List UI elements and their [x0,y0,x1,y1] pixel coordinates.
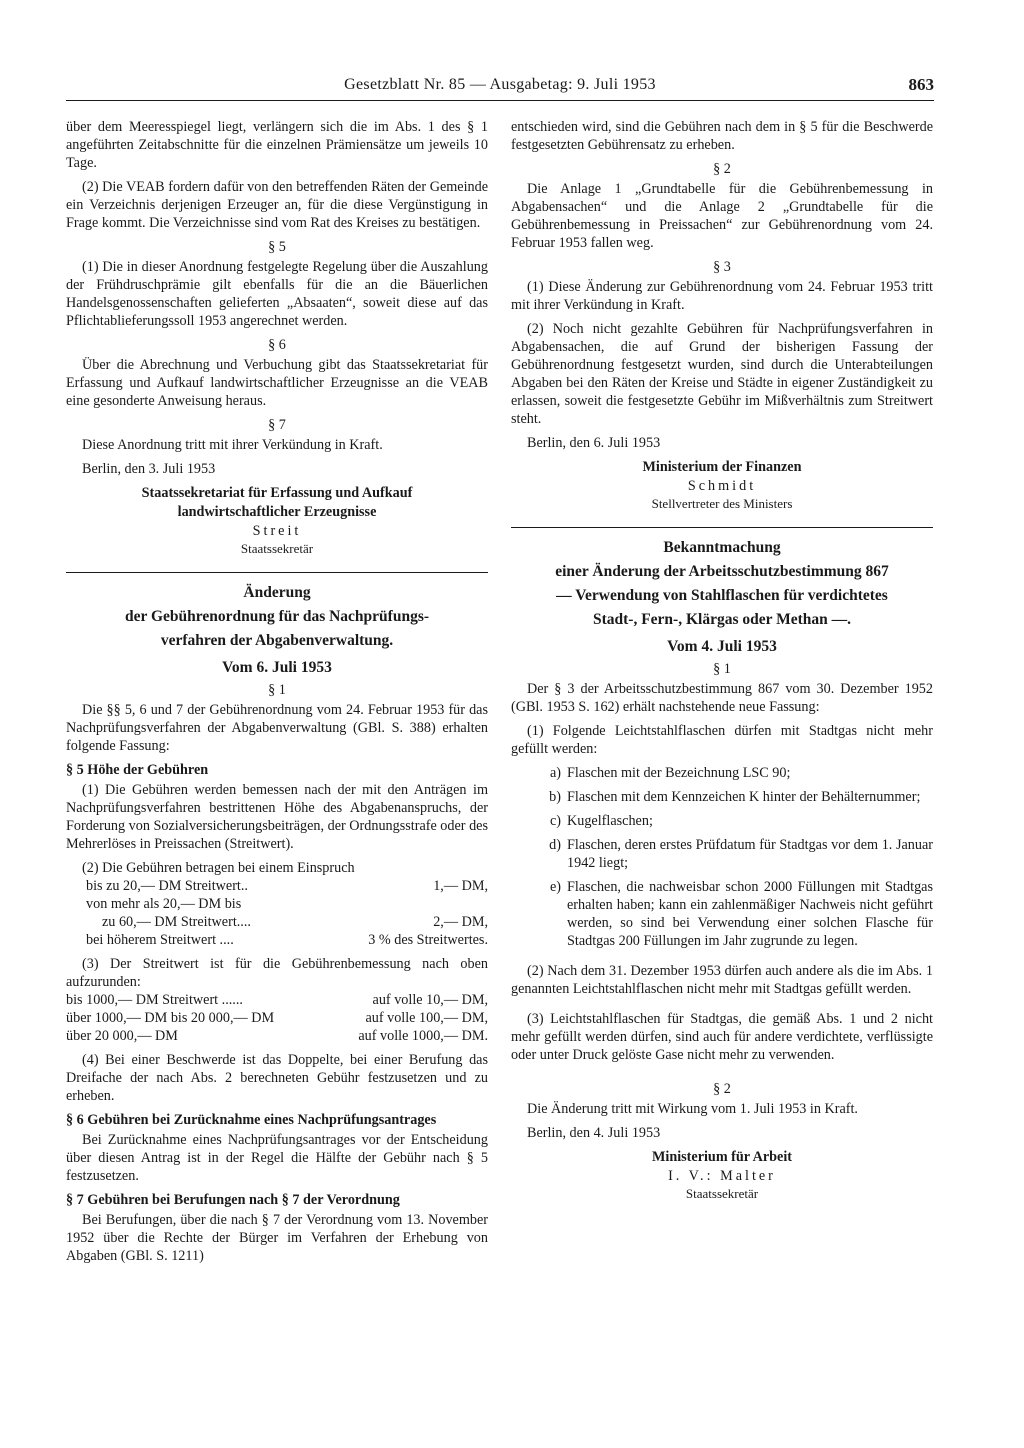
paragraph: entschieden wird, sind die Gebühren nach dem in § 5 für die Beschwerde festgesetzten Gebührensatz zu erheben. [511,119,933,153]
paragraph: über dem Meeresspiegel liegt, verlängern sich die im Abs. 1 des § 1 angeführten Zeitabschnitte für die einzelnen Prämiensätze um jeweils 10 Tage. [66,119,488,171]
list-text: Flaschen mit der Bezeichnung LSC 90; [567,765,791,781]
paragraph: (2) Die Gebühren betragen bei einem Einspruch [82,860,355,876]
left-column [66,118,488,1271]
fee-row [66,895,488,913]
fee-amount: 1,— DM, [433,878,488,894]
signatory: Schmidt [687,478,757,494]
issuing-authority: Ministerium für Arbeit [651,1149,793,1165]
act-title: Änderung [243,584,311,601]
divider [511,527,933,528]
paragraph: Die §§ 5, 6 und 7 der Gebührenordnung vom 24. Februar 1953 für das Nachprüfungsverfahren der Abgabenverwaltung (GBl. S. 388) erhalten folgende Fassung: [66,702,488,754]
paragraph: (2) Die VEAB fordern dafür von den betreffenden Räten der Gemeinde ein Verzeichnis derjenigen Erzeuger an, für die diese Vergünstigung in Frage kommt. Die Verzeichnisse sind vom Rat des Kreises zu bestätigen. [66,179,488,231]
rounding-range: über 1000,— DM bis 20 000,— DM [66,1010,275,1026]
section-heading: § 2 [713,1081,731,1097]
notice-title: Bekanntmachung [663,539,781,556]
signatory-rank: Staatssekretär [685,1186,759,1201]
fee-range: von mehr als 20,— DM bis [86,896,242,912]
rounding-row [66,1027,488,1045]
rounding-row [66,1009,488,1027]
fee-row [66,913,488,931]
paragraph: Diese Anordnung tritt mit ihrer Verkündung in Kraft. [82,437,383,453]
signatory: I. V.: Malter [668,1168,776,1184]
right-column [511,118,933,1203]
section-heading: § 3 [713,259,731,275]
paragraph: (1) Diese Änderung zur Gebührenordnung vom 24. Februar 1953 tritt mit ihrer Verkündung in Kraft. [511,279,933,313]
fee-range: zu 60,— DM Streitwert.... [102,914,251,930]
paragraph: (2) Noch nicht gezahlte Gebühren für Nachprüfungsverfahren in Abgabensachen, die auf Grund der bisherigen Fassung der Gebührenordnung festgesetzt wurden, sind durch die Unterabteilungen Abgaben bei den Räten der Kreise und Städte in eigener Zuständigkeit zu erlassen, soweit die festgesetzte Gebühr im Mißverhältnis zum Streitwert steht. [511,321,933,427]
list-item [523,878,933,950]
notice-title: einer Änderung der Arbeitsschutzbestimmung 867 [555,563,889,580]
place-date: Berlin, den 4. Juli 1953 [527,1125,661,1141]
section-heading: § 5 [268,239,286,255]
list-item [523,788,933,806]
fee-amount: 2,— DM, [433,914,488,930]
section-heading: § 6 [268,337,286,353]
list-item [523,836,933,872]
issuing-authority: landwirtschaftlicher Erzeugnisse [177,504,377,520]
issuing-authority: Ministerium der Finanzen [642,459,802,475]
fee-range: bis zu 20,— DM Streitwert.. [86,878,248,894]
paragraph: (1) Folgende Leichtstahlflaschen dürfen mit Stadtgas nicht mehr gefüllt werden: [511,723,933,757]
page-header [66,76,934,101]
rounding-row [66,991,488,1009]
fee-row [66,877,488,895]
section-heading: § 7 [268,417,286,433]
notice-title: — Verwendung von Stahlflaschen für verdichtetes [556,587,888,604]
notice-title: Stadt-, Fern-, Klärgas oder Methan —. [592,611,852,628]
list-label: c) [549,813,561,829]
act-title: der Gebührenordnung für das Nachprüfungs- [124,608,430,625]
subsection-heading: § 6 Gebühren bei Zurücknahme eines Nachprüfungsantrages [66,1112,437,1128]
subsection-heading: § 5 Höhe der Gebühren [66,762,209,778]
section-heading: § 2 [713,161,731,177]
rounding-value: auf volle 10,— DM, [372,992,488,1008]
page-number: 863 [908,75,934,94]
paragraph: (3) Der Streitwert ist für die Gebührenbemessung nach oben aufzurunden: [66,956,488,990]
list-text: Flaschen mit dem Kennzeichen K hinter der Behälternummer; [567,789,921,805]
fee-amount: 3 % des Streitwertes. [368,932,488,948]
act-title: verfahren der Abgabenverwaltung. [160,632,394,649]
paragraph: Bei Berufungen, über die nach § 7 der Verordnung vom 13. November 1952 über die Rechte der Bürger im Verfahren der Erhebung von Abgaben (GBl. S. 1211) [66,1212,488,1264]
signatory-rank: Stellvertreter des Ministers [651,496,793,511]
paragraph: (2) Nach dem 31. Dezember 1953 dürfen auch andere als die im Abs. 1 genannten Leichtstahlflaschen nicht mehr mit Stadtgas gefüllt werden. [511,963,933,997]
paragraph: (1) Die in dieser Anordnung festgelegte Regelung über die Auszahlung der Frühdruschprämie gilt ebenfalls für die an die Bäuerlichen Handelsgenossenschaften gelieferten „Absaaten“, soweit diese auf das Pflichtablieferungssoll 1953 angerechnet werden. [66,259,488,329]
act-date: Vom 6. Juli 1953 [222,659,332,676]
paragraph: (1) Die Gebühren werden bemessen nach der mit den Anträgen im Nachprüfungsverfahren bestrittenen Höhe des Abgabenanspruchs, der Forderung von Sozialversicherungsbeiträgen, der Ordnungsstrafe oder des Mehrerlöses in Preissachen (Streitwert). [66,782,488,852]
subsection-heading: § 7 Gebühren bei Berufungen nach § 7 der Verordnung [66,1192,400,1208]
place-date: Berlin, den 6. Juli 1953 [527,435,661,451]
list-text: Kugelflaschen; [567,813,653,829]
list-label: d) [549,837,561,853]
list-item [523,812,933,830]
list-text: Flaschen, deren erstes Prüfdatum für Stadtgas vor dem 1. Januar 1942 liegt; [567,837,933,871]
divider [66,572,488,573]
rounding-range: über 20 000,— DM [66,1028,178,1044]
paragraph: (3) Leichtstahlflaschen für Stadtgas, die gemäß Abs. 1 und 2 nicht mehr gefüllt werden dürfen, sind auch für andere verdichtete, verflüssigte oder unter Druck gelöste Gase nicht mehr zu verwenden. [511,1011,933,1063]
paragraph: Über die Abrechnung und Verbuchung gibt das Staatssekretariat für Erfassung und Aufkauf landwirtschaftlicher Erzeugnisse an die VEAB eine gesonderte Anweisung heraus. [66,357,488,409]
rounding-value: auf volle 100,— DM, [365,1010,488,1026]
fee-range: bei höherem Streitwert .... [86,932,234,948]
section-heading: § 1 [268,682,286,698]
notice-date: Vom 4. Juli 1953 [667,638,777,655]
paragraph: Die Änderung tritt mit Wirkung vom 1. Juli 1953 in Kraft. [527,1101,858,1117]
list-label: b) [549,789,561,805]
list-item [523,764,933,782]
section-heading: § 1 [713,661,731,677]
list-text: Flaschen, die nachweisbar schon 2000 Füllungen mit Stadtgas erhalten haben; kann ein zahlenmäßiger Nachweis nicht geführt werden, so sind bei Verwendung einer solchen Flasche für Stadtgas 200 Füllungen im Jahr zugrunde zu legen. [567,879,933,949]
rounding-value: auf volle 1000,— DM. [358,1028,488,1044]
issuing-authority: Staatssekretariat für Erfassung und Aufkauf [141,485,413,501]
rounding-range: bis 1000,— DM Streitwert ...... [66,992,243,1008]
fee-row [66,931,488,949]
paragraph: Bei Zurücknahme eines Nachprüfungsantrages vor der Entscheidung über diesen Antrag ist in der Regel die Hälfte der Gebühr nach § 5 festzusetzen. [66,1132,488,1184]
list-label: e) [549,879,561,895]
signatory-rank: Staatssekretär [240,541,314,556]
place-date: Berlin, den 3. Juli 1953 [82,461,216,477]
paragraph: (4) Bei einer Beschwerde ist das Doppelte, bei einer Berufung das Dreifache der nach Abs. 2 berechneten Gebühr festzusetzen und zu erheben. [66,1052,488,1104]
flask-list [511,764,933,950]
signatory: Streit [252,523,302,539]
paragraph: Der § 3 der Arbeitsschutzbestimmung 867 vom 30. Dezember 1952 (GBl. 1953 S. 162) erhält nachstehende neue Fassung: [511,681,933,715]
list-label: a) [549,765,561,781]
paragraph: Die Anlage 1 „Grundtabelle für die Gebührenbemessung in Abgabensachen“ und die Anlage 2 „Grundtabelle für die Gebührenbemessung in Preissachen“ zur Gebührenordnung vom 24. Februar 1953 fallen weg. [511,181,933,251]
gazette-title: Gesetzblatt Nr. 85 — Ausgabetag: 9. Juli 1953 [344,76,656,93]
